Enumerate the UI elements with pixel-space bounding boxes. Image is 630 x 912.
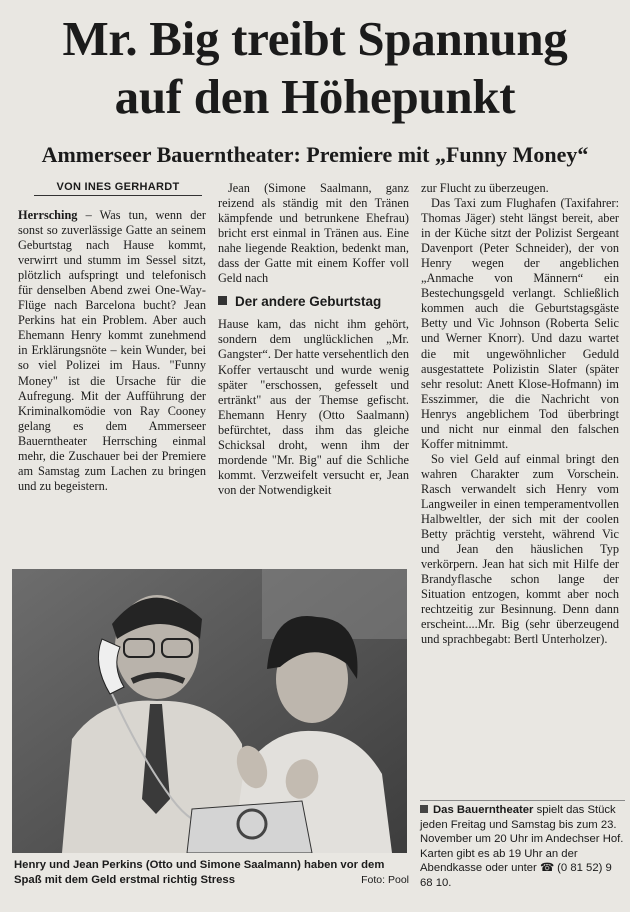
photo-credit: Foto: Pool [361, 874, 409, 886]
info-title: Das Bauerntheater [433, 804, 534, 816]
article-column-2 [218, 181, 409, 498]
byline: VON INES GERHARDT [34, 181, 202, 196]
dateline: Herrsching [18, 208, 78, 222]
headline [8, 10, 622, 126]
article-paragraph: So viel Geld auf einmal bringt den wahren Charakter zum Vorschein. Rasch verwandelt sich Henry vom Langweiler in einen temperamentvollen Halbweltler, der sich mit der coolen Betty prächtig versteht, während Vic und Jean den häuslichen Typ verkörpern. Jean hat sich mit Hilfe der Brandyflasche schon lange der Situation entzogen, kommt aber noch rechtzeitig zur Besinnung. Denn dann erscheint....Mr. Big (sehr überzeugend und sprachbegabt: Bertl Unterholzer). [421, 451, 619, 647]
photo-illustration [12, 569, 407, 853]
subheading-text: Der andere Geburtstag [235, 294, 382, 310]
photo-caption [14, 858, 409, 888]
phone-icon: ☎ [539, 862, 555, 875]
press-photo [12, 569, 407, 853]
headline-line-1: Mr. Big treibt Spannung [62, 11, 568, 66]
section-subheading [218, 294, 409, 309]
phone-number: (0 81 52) 9 68 10. [420, 862, 612, 889]
info-box [420, 800, 625, 891]
paragraph-text: – Was tun, wenn der sonst so zuverlässige Gatte an seinem Geburtstag nach Hause kommt, verwirrt und stumm im Sessel sitzt, plötzlich aufspringt und telefonisch für denselben Abend zwei One-Way-Flüge nach Barcelona bucht? Jean Perkins hat ein Problem. Aber auch Ehemann Henry kommt zunehmend in Erklärungsnöte – kein Wunder, bei so viel Polizei im Haus. "Funny Money" ist die Ursache für die Aufregung. Mit der Aufführung der Kriminalkomödie von Ray Cooney gelang es dem Ammerseer Bauerntheater Herrsching einmal mehr, die Zuschauer bei der Premiere am Samstag zum Lachen zu bringen und zu begeistern. [18, 208, 206, 493]
article-column-3 [421, 181, 619, 647]
subheadline: Ammerseer Bauerntheater: Premiere mit „Funny Money“ [41, 142, 589, 167]
square-bullet-icon [420, 805, 428, 813]
article-paragraph [18, 208, 206, 494]
article-paragraph: zur Flucht zu überzeugen. [421, 181, 549, 195]
article-column-1 [18, 208, 206, 494]
article-paragraph: Jean (Simone Saalmann, ganz reizend als ständig mit den Tränen kämpfende und betrunkene Ehefrau) bricht erst einmal in Tränen aus. Eine nahe liegende Reaktion, bedenkt man, dass der Gatte mit einem Koffer voll Geld nach [218, 181, 409, 286]
caption-text: Henry und Jean Perkins (Otto und Simone Saalmann) haben vor dem Spaß mit dem Geld erstmal richtig Stress [14, 859, 385, 886]
square-bullet-icon [218, 296, 227, 305]
article-paragraph: Hause kam, das nicht ihm gehört, sondern dem unglücklichen „Mr. Gangster“. Der hatte versehentlich den Koffer vertauscht und wurde wenig später "erschossen, gefesselt und ertränkt" aus der Themse gefischt. Ehemann Henry (Otto Saalmann) befürchtet, dass ihm das gleiche Schicksal droht, wenn ihm der mordende "Mr. Big" auf die Schliche kommt. Verzweifelt versucht er, Jean von der Notwendigkeit [218, 317, 409, 497]
article-paragraph: Das Taxi zum Flughafen (Taxifahrer: Thomas Jäger) steht längst bereit, aber in der Küche sitzt der Polizist Sergeant Davenport (Peter Schneider), der von Henry wegen der angeblichen „Anmache von Männern“ ein Bestechungsgeld verlangt. Schließlich kommen auch die Geburtstagsgäste Betty und Vic Johnson (Roberta Selic und Werner Knorr). Und dazu wartet die mit ungewöhnlicher Geduld ausgestattete Polizistin Slater (später sehr resolut: Anett Klose-Hofmann) im Esszimmer, die die Nachricht von Henrys angeblichem Tod überbringt und nicht nur einmal den falschen Koffer mitnimmt. [421, 196, 619, 451]
info-text: spielt das Stück jeden Freitag und Samstag bis zum 23. November um 20 Uhr im Andechser Hof. Karten gibt es ab 19 Uhr an der Abendkasse oder unter [420, 804, 624, 875]
headline-line-2: auf den Höhepunkt [114, 69, 516, 124]
